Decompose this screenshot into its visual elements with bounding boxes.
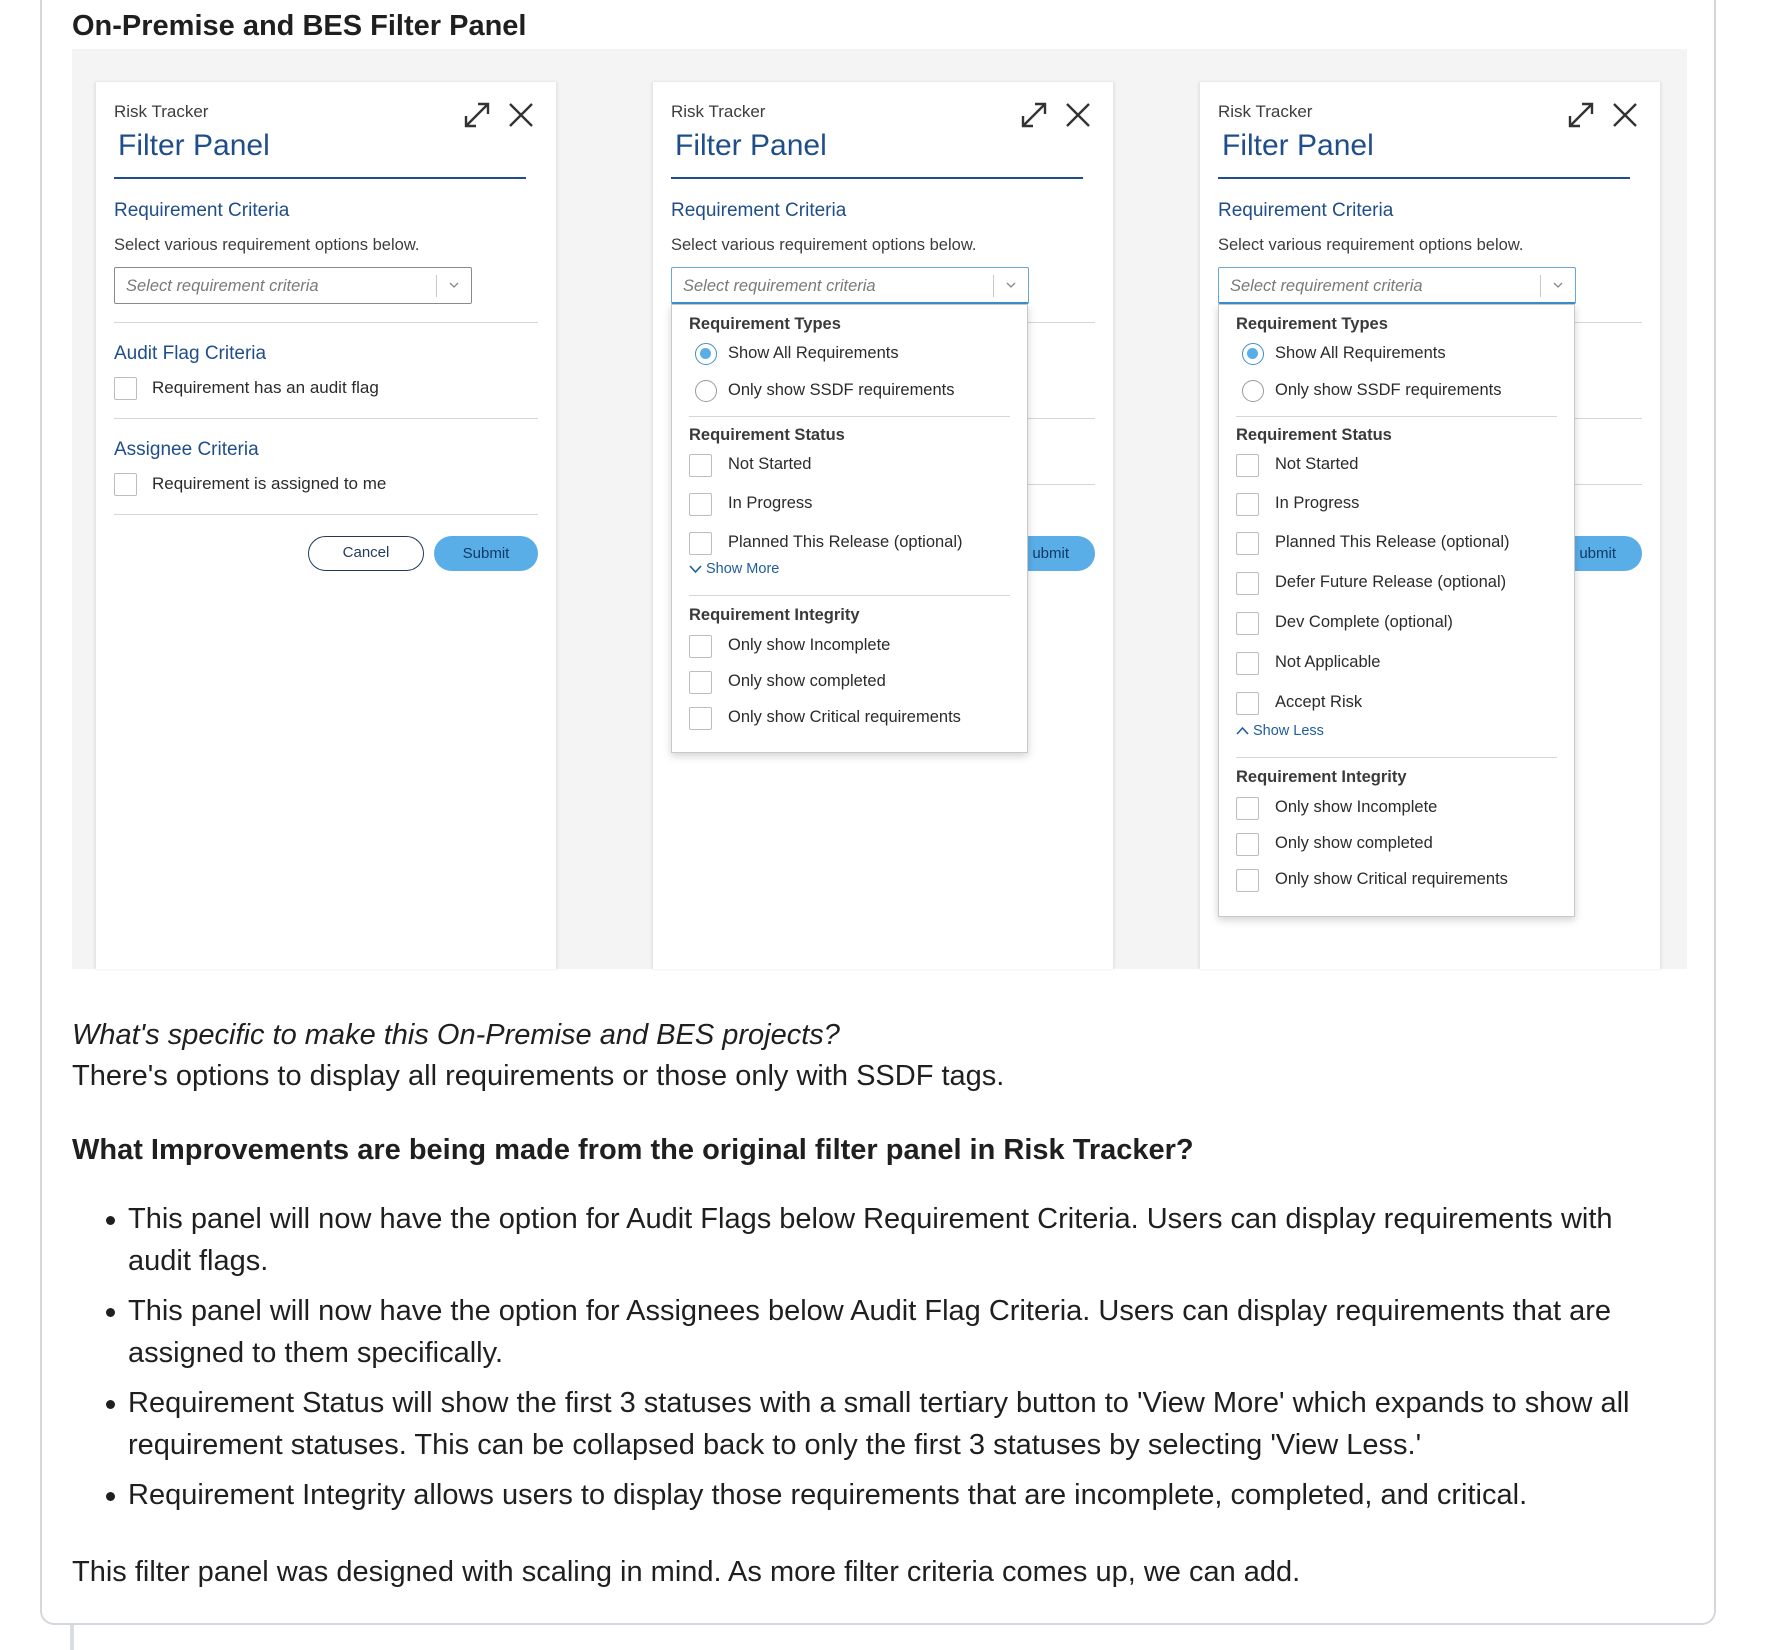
list-item: This panel will now have the option for Assignees below Audit Flag Criteria. Users can display requirements that are assigned to them specifically. <box>72 1290 1672 1374</box>
requirement-types-heading: Requirement Types <box>1236 315 1388 333</box>
expand-icon[interactable] <box>1019 100 1049 130</box>
select-divider <box>1540 275 1541 297</box>
requirement-criteria-heading: Requirement Criteria <box>1218 200 1394 221</box>
audit-flag-label: Requirement has an audit flag <box>152 378 379 397</box>
expand-icon[interactable] <box>1566 100 1596 130</box>
app-name: Risk Tracker <box>114 102 209 121</box>
show-more-button[interactable] <box>689 561 779 577</box>
title-underline <box>1218 177 1630 179</box>
divider <box>689 416 1010 417</box>
panel-title: Filter Panel <box>1222 129 1374 162</box>
submit-button[interactable]: ubmit <box>991 536 1095 571</box>
select-placeholder: Select requirement criteria <box>683 277 876 295</box>
list-item: Requirement Integrity allows users to display those requirements that are incomplete, completed, and critical. <box>72 1474 1672 1516</box>
status-label: Defer Future Release (optional) <box>1275 573 1507 591</box>
filter-panel-dropdown-collapsed <box>652 82 1114 969</box>
show-more-label: Show More <box>706 561 780 577</box>
quote-bar <box>70 1625 74 1650</box>
requirement-criteria-select[interactable] <box>671 267 1029 304</box>
divider <box>114 418 538 419</box>
status-checkbox[interactable] <box>1236 572 1259 595</box>
chevron-down-icon <box>1553 280 1563 290</box>
select-placeholder: Select requirement criteria <box>1230 277 1423 295</box>
divider <box>114 322 538 323</box>
close-icon[interactable] <box>508 102 534 128</box>
submit-button[interactable]: Submit <box>434 536 538 571</box>
radio-show-all[interactable] <box>695 343 717 365</box>
title-underline <box>671 177 1083 179</box>
select-divider <box>436 275 437 297</box>
requirement-criteria-desc: Select various requirement options below. <box>671 236 977 254</box>
status-label: Dev Complete (optional) <box>1275 613 1453 631</box>
integrity-label: Only show Critical requirements <box>1275 870 1508 888</box>
show-less-label: Show Less <box>1253 723 1324 739</box>
requirement-criteria-desc: Select various requirement options below. <box>114 236 420 254</box>
requirement-criteria-heading: Requirement Criteria <box>671 200 847 221</box>
status-label: Not Started <box>1275 455 1359 473</box>
status-checkbox[interactable] <box>1236 692 1259 715</box>
status-label: Not Started <box>728 455 812 473</box>
divider <box>1236 757 1557 758</box>
close-icon[interactable] <box>1612 102 1638 128</box>
integrity-checkbox[interactable] <box>1236 797 1259 820</box>
integrity-label: Only show completed <box>728 672 886 690</box>
expand-icon[interactable] <box>462 100 492 130</box>
select-placeholder: Select requirement criteria <box>126 277 319 295</box>
radio-ssdf-only[interactable] <box>1242 380 1264 402</box>
close-icon[interactable] <box>1065 102 1091 128</box>
status-label: Accept Risk <box>1275 693 1363 711</box>
app-name: Risk Tracker <box>1218 102 1313 121</box>
requirement-criteria-heading: Requirement Criteria <box>114 200 290 221</box>
cancel-button[interactable]: Cancel <box>308 536 424 571</box>
footer-text: This filter panel was designed with scaling in mind. As more filter criteria comes up, we can add. <box>72 1556 1301 1588</box>
question-text: What's specific to make this On-Premise and BES projects? <box>72 1019 840 1051</box>
status-checkbox[interactable] <box>1236 532 1259 555</box>
filter-panel-dropdown-expanded <box>1199 82 1661 969</box>
assignee-checkbox[interactable] <box>114 473 137 496</box>
panel-title: Filter Panel <box>118 129 270 162</box>
radio-show-all-label: Show All Requirements <box>728 344 899 362</box>
status-label: In Progress <box>728 494 813 512</box>
status-checkbox[interactable] <box>1236 493 1259 516</box>
submit-button[interactable]: ubmit <box>1538 536 1642 571</box>
requirement-criteria-select[interactable] <box>1218 267 1576 304</box>
status-checkbox[interactable] <box>1236 454 1259 477</box>
show-less-button[interactable] <box>1236 723 1324 739</box>
assignee-heading: Assignee Criteria <box>114 439 259 460</box>
list-item: This panel will now have the option for Audit Flags below Requirement Criteria. Users can display requirements with audit flags. <box>72 1198 1672 1282</box>
requirement-status-heading: Requirement Status <box>1236 426 1392 444</box>
panel-title: Filter Panel <box>675 129 827 162</box>
improvements-heading: What Improvements are being made from the original filter panel in Risk Tracker? <box>72 1134 1194 1166</box>
status-checkbox[interactable] <box>1236 612 1259 635</box>
integrity-label: Only show Incomplete <box>1275 798 1438 816</box>
status-label: Planned This Release (optional) <box>1275 533 1510 551</box>
integrity-label: Only show Critical requirements <box>728 708 961 726</box>
integrity-checkbox[interactable] <box>1236 869 1259 892</box>
requirement-criteria-dropdown <box>1218 304 1575 917</box>
radio-ssdf-only-label: Only show SSDF requirements <box>728 381 955 399</box>
status-label: Planned This Release (optional) <box>728 533 963 551</box>
filter-panel-default <box>95 82 557 969</box>
assignee-label: Requirement is assigned to me <box>152 474 387 493</box>
radio-ssdf-only[interactable] <box>695 380 717 402</box>
status-checkbox[interactable] <box>689 493 712 516</box>
status-checkbox[interactable] <box>689 454 712 477</box>
list-item: Requirement Status will show the first 3 statuses with a small tertiary button to 'View More' which expands to show all requirement statuses. This can be collapsed back to only the first 3 statuses by selecting 'View Less.' <box>72 1382 1672 1466</box>
radio-show-all-label: Show All Requirements <box>1275 344 1446 362</box>
improvements-list <box>72 1198 1672 1524</box>
app-name: Risk Tracker <box>671 102 766 121</box>
chevron-up-icon <box>1236 726 1249 736</box>
divider <box>689 595 1010 596</box>
requirement-integrity-heading: Requirement Integrity <box>689 606 860 624</box>
requirement-criteria-select[interactable] <box>114 267 472 304</box>
integrity-checkbox[interactable] <box>689 707 712 730</box>
requirement-status-heading: Requirement Status <box>689 426 845 444</box>
divider <box>1236 416 1557 417</box>
radio-show-all[interactable] <box>1242 343 1264 365</box>
status-label: In Progress <box>1275 494 1360 512</box>
integrity-checkbox[interactable] <box>689 635 712 658</box>
chevron-down-icon <box>689 564 702 574</box>
title-underline <box>114 177 526 179</box>
integrity-label: Only show completed <box>1275 834 1433 852</box>
radio-ssdf-only-label: Only show SSDF requirements <box>1275 381 1502 399</box>
audit-flag-heading: Audit Flag Criteria <box>114 343 267 364</box>
integrity-checkbox[interactable] <box>689 671 712 694</box>
chevron-down-icon <box>449 280 459 290</box>
requirement-criteria-dropdown <box>671 304 1028 753</box>
chevron-down-icon <box>1006 280 1016 290</box>
document-title: On-Premise and BES Filter Panel <box>72 10 527 42</box>
requirement-integrity-heading: Requirement Integrity <box>1236 768 1407 786</box>
status-checkbox[interactable] <box>1236 652 1259 675</box>
requirement-criteria-desc: Select various requirement options below. <box>1218 236 1524 254</box>
status-label: Not Applicable <box>1275 653 1381 671</box>
audit-flag-checkbox[interactable] <box>114 377 137 400</box>
select-divider <box>993 275 994 297</box>
answer-text: There's options to display all requirements or those only with SSDF tags. <box>72 1060 1005 1092</box>
integrity-checkbox[interactable] <box>1236 833 1259 856</box>
integrity-label: Only show Incomplete <box>728 636 891 654</box>
requirement-types-heading: Requirement Types <box>689 315 841 333</box>
divider <box>114 514 538 515</box>
status-checkbox[interactable] <box>689 532 712 555</box>
